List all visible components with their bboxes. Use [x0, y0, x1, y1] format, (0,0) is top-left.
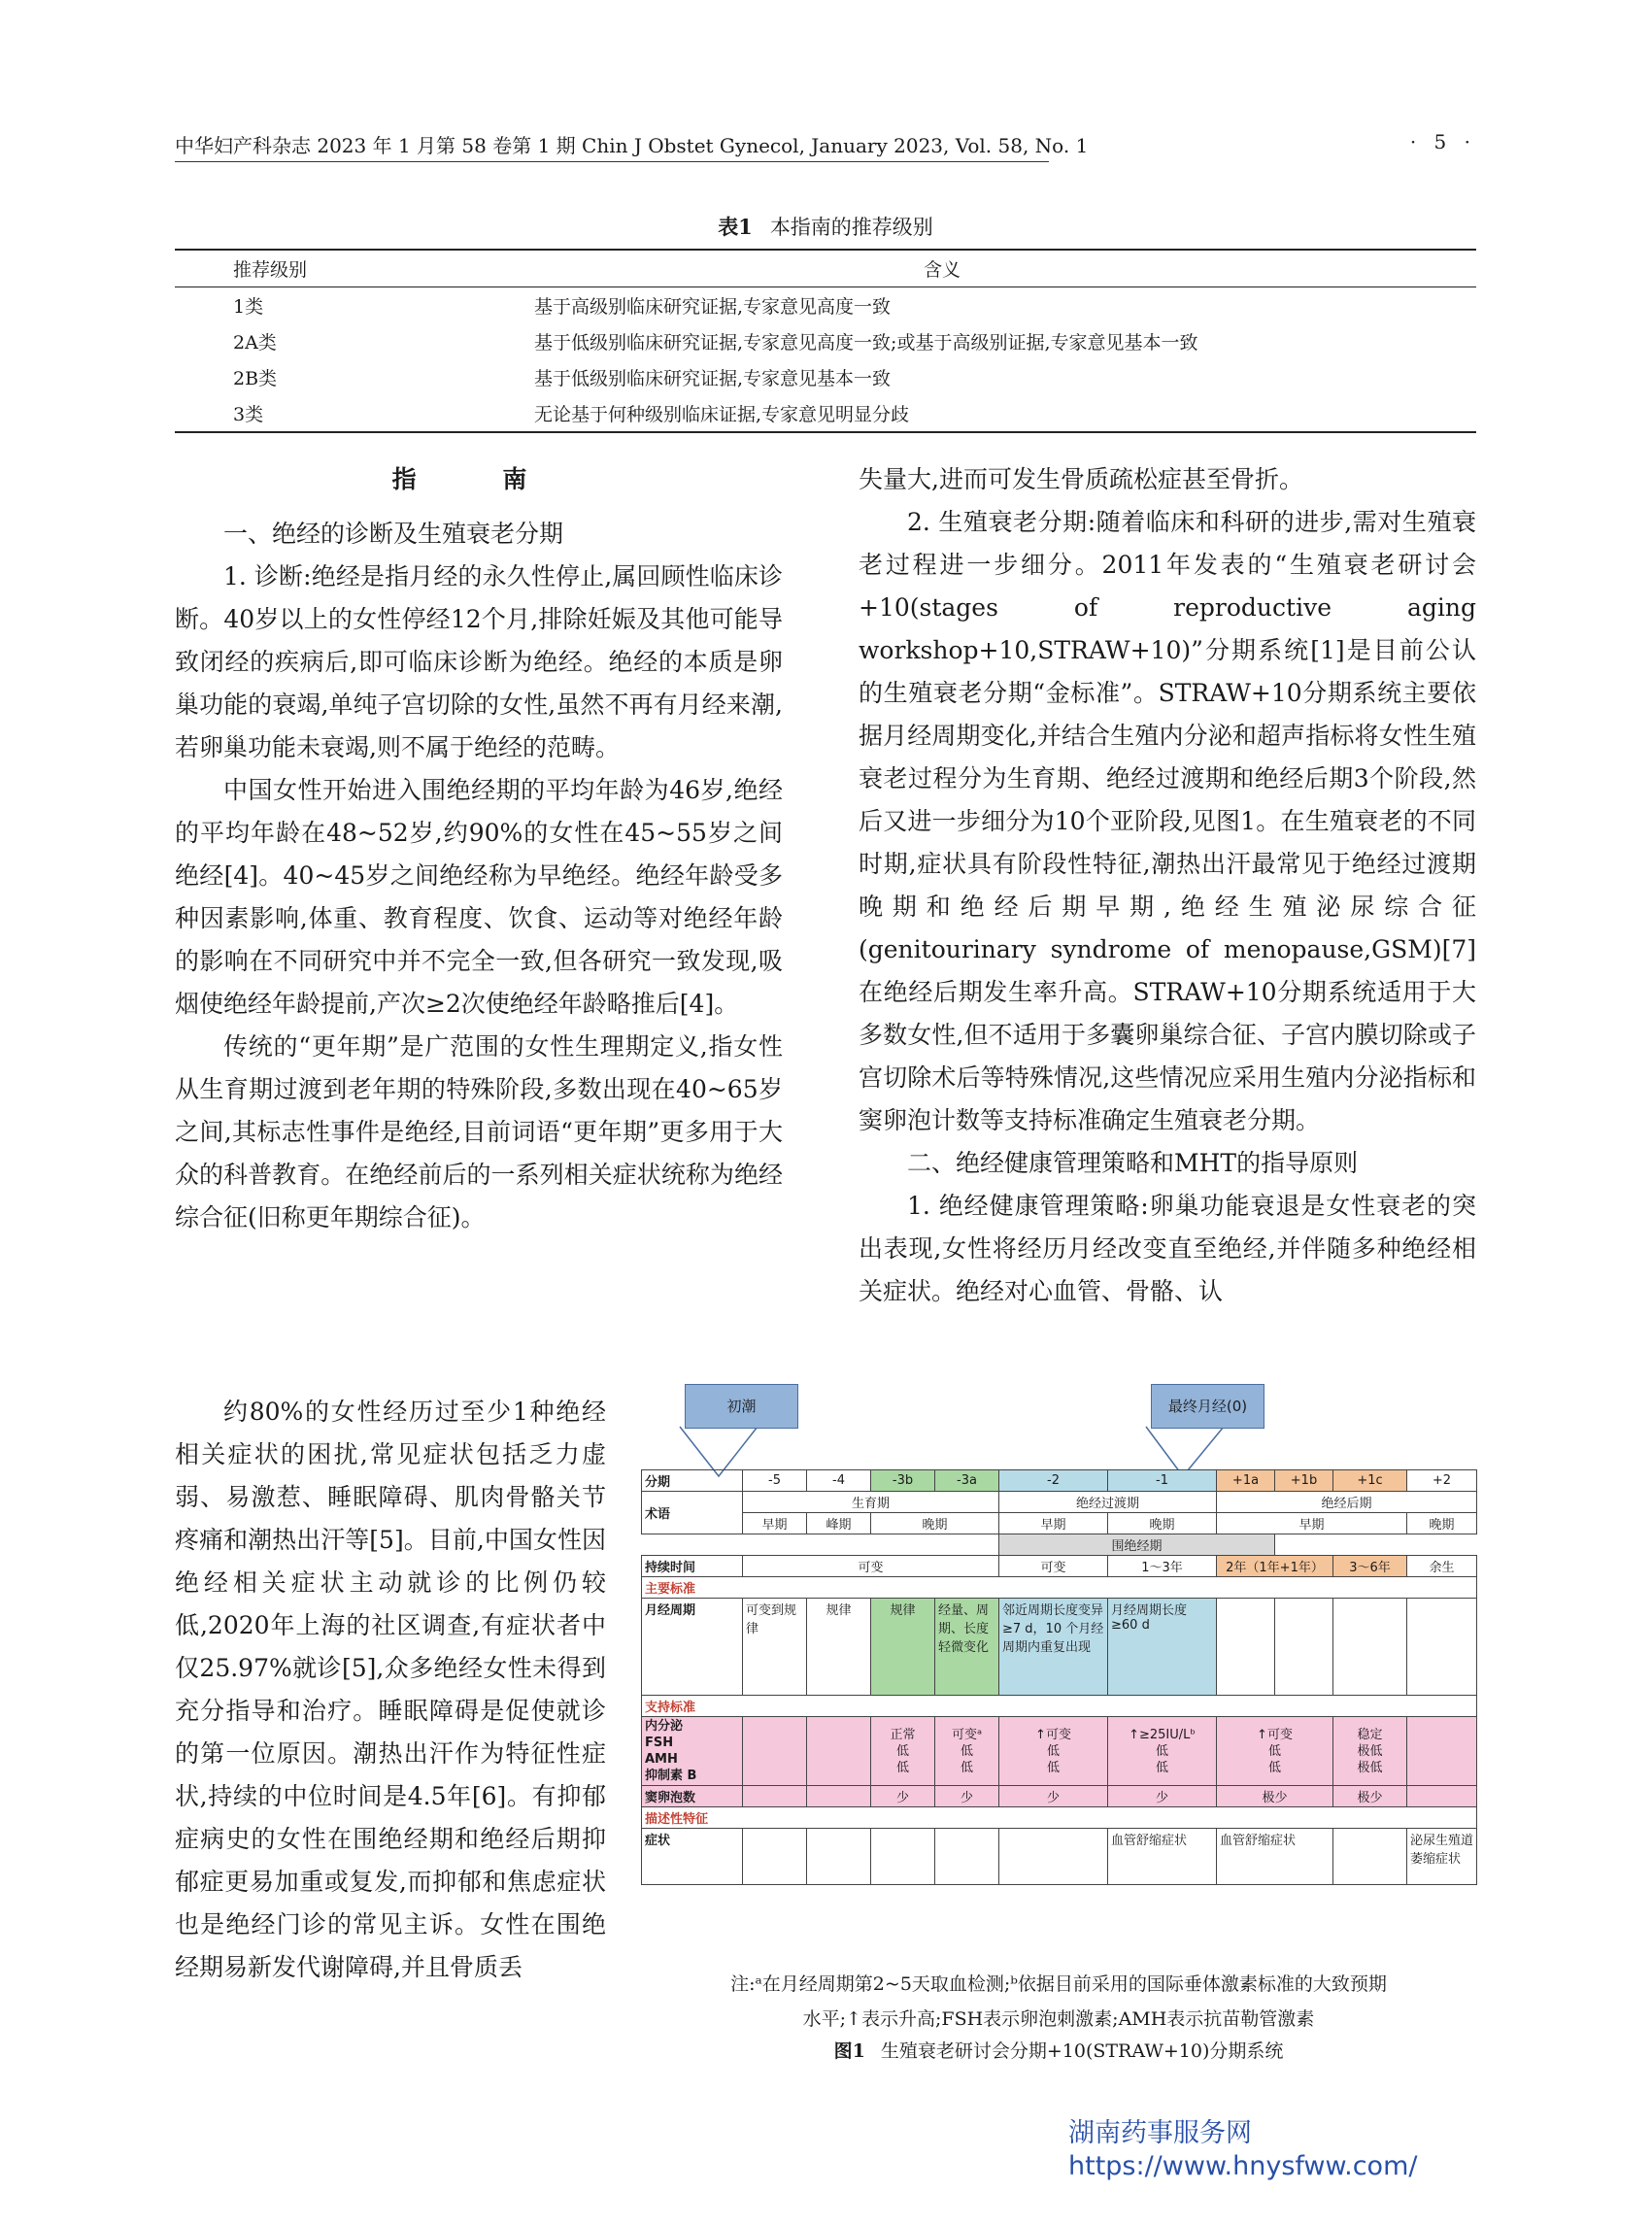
stage-row: 分期 -5 -4 -3b -3a -2 -1 +1a +1b +1c +2 [642, 1470, 1477, 1492]
table-cell: 2B类 [233, 368, 278, 389]
running-header [175, 126, 1476, 161]
menarche-bubble: 初潮 [685, 1384, 798, 1429]
peri-row: 围绝经期 [642, 1534, 1477, 1556]
table-cell: 3类 [175, 395, 408, 432]
watermark-url[interactable]: https://www.hnysfww.com/ [1068, 2151, 1418, 2181]
recommendation-table [175, 249, 1476, 433]
figure-title: 生殖衰老研讨会分期+10(STRAW+10)分期系统 [880, 2040, 1284, 2062]
paragraph: 约80%的女性经历过至少1种绝经相关症状的困扰,常见症状包括乏力虚弱、易激惹、睡眠障碍、肌肉骨骼关节疼痛和潮热出汗等[5]。目前,中国女性因绝经相关症状主动就诊的比例仍较低,2020年上海的社区调查,有症状者中仅25.97%就诊[5],众多绝经女性未得到充分指导和治疗。睡眠障碍是促使就诊的第一位原因。潮热出汗作为特征性症状,持续的中位时间是4.5年[6]。有抑郁症病史的女性在围绝经期和绝经后期抑郁症更易加重或复发,而抑郁和焦虑症状也是绝经门诊的常见主诉。女性在围绝经期易新发代谢障碍,并且骨质丢 [175, 1398, 606, 1981]
subphase-row: 早期 峰期 晚期 早期 晚期 早期 晚期 [642, 1513, 1477, 1534]
journal-citation: 中华妇产科杂志 2023 年 1 月第 58 卷第 1 期 Chin J Obstet Gynecol, January 2023, Vol. 58, No. 1 [175, 134, 1089, 157]
watermark-name: 湖南药事服务网 [1068, 2118, 1252, 2148]
table-cell: 无论基于何种级别临床证据,专家意见明显分歧 [408, 395, 1476, 432]
left-column [175, 458, 783, 1239]
term-row: 术语 生育期 绝经过渡期 绝经后期 [642, 1492, 1477, 1513]
table-row [175, 287, 1476, 324]
table-title: 本指南的推荐级别 [769, 216, 933, 239]
table-row [175, 323, 1476, 359]
heading-2: 二、绝经健康管理策略和MHT的指导原则 [907, 1149, 1359, 1177]
table-cell: 1类 [233, 296, 264, 318]
paragraph: 1. 绝经健康管理策略:卵巢功能衰退是女性衰老的突出表现,女性将经历月经改变直至绝经,并伴随多种绝经相关症状。绝经对心血管、骨骼、认 [859, 1192, 1476, 1305]
figure-note: 注:ᵃ在月经周期第2~5天取血检测;ᵇ依据目前采用的国际垂体激素标准的大致预期 水平;↑表示升高;FSH表示卵泡刺激素;AMH表示抗苗勒管激素 [730, 1973, 1387, 2030]
paragraph: 失量大,进而可发生骨质疏松症甚至骨折。 [859, 465, 1303, 493]
symptom-row: 症状 血管舒缩症状 血管舒缩症状 泌尿生殖道萎缩症状 [642, 1829, 1477, 1885]
figure-caption [641, 2037, 1476, 2063]
header-rule [175, 161, 1049, 162]
paragraph: 2. 生殖衰老分期:随着临床和科研的进步,需对生殖衰老过程进一步细分。2011年发表的“生殖衰老研讨会+10(stages of reproductive aging workshop+10,STRAW+10)”分期系统[1]是目前公认的生殖衰老分期“金标准”。STRAW+10分期系统主要依据月经周期变化,并结合生殖内分泌和超声指标将女性生殖衰老过程分为生育期、绝经过渡期和绝经后期3个阶段,然后又进一步细分为10个亚阶段,见图1。在生殖衰老的不同时期,症状具有阶段性特征,潮热出汗最常见于绝经过渡期晚期和绝经后期早期,绝经生殖泌尿综合征(genitourinary syndrome of menopause,GSM)[7]在绝经后期发生率升高。STRAW+10分期系统适用于大多数女性,但不适用于多囊卵巢综合征、子宫内膜切除或子宫切除术后等特殊情况,这些情况应采用生殖内分泌指标和窦卵泡计数等支持标准确定生殖衰老分期。 [859, 508, 1476, 1134]
table-header-row [175, 250, 1476, 287]
paragraph: 中国女性开始进入围绝经期的平均年龄为46岁,绝经的平均年龄在48~52岁,约90%的女性在45~55岁之间绝经[4]。40~45岁之间绝经称为早绝经。绝经年龄受多种因素影响,体重、教育程度、饮食、运动等对绝经年龄的影响在不同研究中并不完全一致,但各研究一致发现,吸烟使绝经年龄提前,产次≥2次使绝经年龄略推后[4]。 [175, 776, 783, 1018]
heading-1: 一、绝经的诊断及生殖衰老分期 [223, 520, 564, 548]
watermark [1068, 2117, 1457, 2183]
straw-figure [641, 1384, 1476, 1962]
header-meaning: 含义 [408, 250, 1476, 287]
table-row [175, 395, 1476, 432]
table-row [175, 359, 1476, 395]
table-caption [175, 212, 1476, 241]
table-label: 表1 [718, 215, 753, 239]
right-column [859, 458, 1476, 1313]
left-column-narrow [175, 1391, 606, 1989]
table-cell: 基于高级别临床研究证据,专家意见高度一致 [534, 296, 892, 318]
section-title: 指 南 [391, 465, 566, 493]
table-cell: 2A类 [233, 332, 277, 354]
paragraph: 传统的“更年期”是广范围的女性生理期定义,指女性从生育期过渡到老年期的特殊阶段,多数出现在40~65岁之间,其标志性事件是绝经,目前词语“更年期”更多用于大众的科普教育。在绝经前后的一系列相关症状统称为绝经综合征(旧称更年期综合征)。 [175, 1032, 783, 1231]
straw-table [641, 1469, 1477, 1885]
final-menstrual-period-bubble: 最终月经(0) [1151, 1384, 1264, 1429]
support-criteria-row: 支持标准 [642, 1696, 1477, 1717]
figure-label: 图1 [833, 2040, 865, 2062]
page-number: · 5 · [1409, 130, 1476, 153]
table-cell: 基于低级别临床研究证据,专家意见基本一致 [534, 368, 892, 389]
table-cell: 基于低级别临床研究证据,专家意见高度一致;或基于高级别证据,专家意见基本一致 [534, 332, 1198, 354]
afc-row: 窦卵泡数 少 少 少 少 极少 极少 [642, 1786, 1477, 1807]
header-level: 推荐级别 [175, 250, 408, 287]
endocrine-row: 内分泌 FSH AMH 抑制素 B 正常 低 低 可变ᵃ 低 低 ↑可变 低 低 ↑≥25IU/Lᵇ 低 低 ↑可变 低 低 稳定 极低 极低 [642, 1717, 1477, 1786]
main-criteria-row: 主要标准 [642, 1577, 1477, 1599]
duration-row: 持续时间 可变 可变 1～3年 2年（1年+1年） 3～6年 余生 [642, 1556, 1477, 1577]
descriptive-row: 描述性特征 [642, 1807, 1477, 1829]
paragraph: 1. 诊断:绝经是指月经的永久性停止,属回顾性临床诊断。40岁以上的女性停经12个月,排除妊娠及其他可能导致闭经的疾病后,即可临床诊断为绝经。绝经的本质是卵巢功能的衰竭,单纯子宫切除的女性,虽然不再有月经来潮,若卵巢功能未衰竭,则不属于绝经的范畴。 [175, 562, 783, 761]
cycle-row: 月经周期 可变到规律 规律 规律 经量、周期、长度轻微变化 邻近周期长度变异≥7 d，10 个月经周期内重复出现 月经周期长度≥60 d [642, 1599, 1477, 1696]
